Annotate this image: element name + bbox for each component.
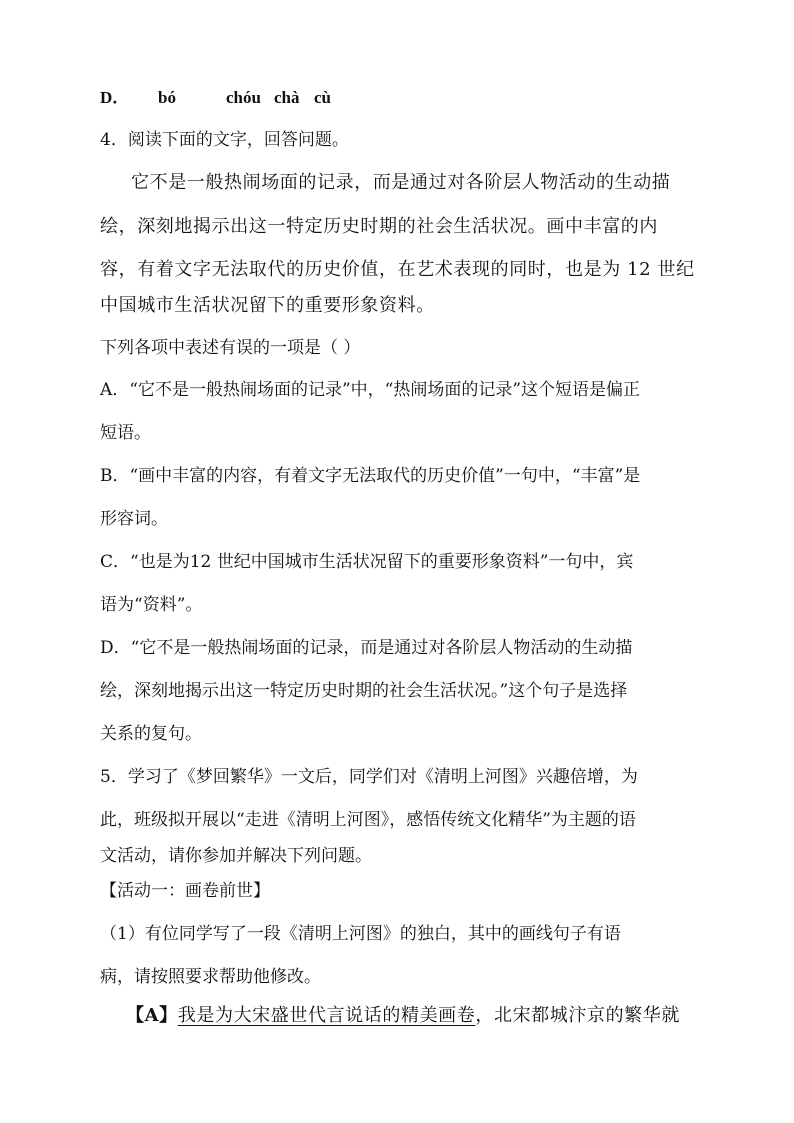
pinyin-3: chà	[274, 88, 300, 107]
q4-passage-line-4: 中国城市生活状况留下的重要形象资料。	[100, 295, 435, 316]
q4-option-d-line-3: 关系的复句。	[100, 724, 202, 744]
q4-passage-line-3: 容，有着文字无法取代的历史价值，在艺术表现的同时，也是为 12 世纪	[100, 259, 695, 280]
q4-option-c-line-1: C．“也是为12 世纪中国城市生活状况留下的重要形象资料”一句中，宾	[100, 552, 634, 572]
q4-option-d-line-2: 绘，深刻地揭示出这一特定历史时期的社会生活状况。”这个句子是选择	[100, 681, 628, 701]
option-label: D．	[100, 88, 130, 107]
pinyin-2: chóu	[226, 88, 261, 107]
q5-sub1-line-2: 病，请按照要求帮助他修改。	[100, 967, 321, 987]
q4-option-b-line-2: 形容词。	[100, 509, 168, 529]
q5-quote-line	[126, 1004, 680, 1028]
q4-option-b-line-1: B．“画中丰富的内容，有着文字无法取代的历史价值”一句中，“丰富”是	[100, 466, 641, 486]
quote-rest: ，北宋都城汴京的繁华就	[475, 1005, 680, 1026]
q4-option-d-line-1: D．“它不是一般热闹场面的记录，而是通过对各阶层人物活动的生动描	[100, 638, 633, 658]
q4-option-a-line-2: 短语。	[100, 423, 151, 443]
q4-passage-line-2: 绘，深刻地揭示出这一特定历史时期的社会生活状况。画中丰富的内	[100, 216, 658, 237]
q4-question: 下列各项中表述有误的一项是（ ）	[100, 338, 361, 358]
q5-sub1-line-1: （1）有位同学写了一段《清明上河图》的独白，其中的画线句子有语	[100, 924, 621, 944]
q4-option-a-line-1: A．“它不是一般热闹场面的记录”中，“热闹场面的记录”这个短语是偏正	[100, 380, 641, 400]
q5-intro-line-3: 文活动，请你参加并解决下列问题。	[100, 846, 372, 866]
q4-passage-line-1: 它不是一般热闹场面的记录，而是通过对各阶层人物活动的生动描	[131, 172, 671, 193]
quote-label: 【A】	[126, 1005, 178, 1026]
option-d-pinyin-row	[100, 86, 331, 110]
q4-option-c-line-2: 语为“资料”。	[100, 595, 203, 615]
pinyin-4: cù	[314, 88, 331, 107]
quote-underlined-sentence: 我是为大宋盛世代言说话的精美画卷	[177, 1005, 476, 1026]
q5-intro-line-1: 5．学习了《梦回繁华》一文后，同学们对《清明上河图》兴趣倍增，为	[100, 767, 638, 787]
q5-activity-title: 【活动一：画卷前世】	[100, 881, 270, 901]
q4-title: 4．阅读下面的文字，回答问题。	[100, 130, 349, 150]
q5-intro-line-2: 此，班级拟开展以“走进《清明上河图》，感悟传统文化精华”为主题的语	[100, 810, 636, 830]
pinyin-1: bó	[158, 88, 176, 107]
